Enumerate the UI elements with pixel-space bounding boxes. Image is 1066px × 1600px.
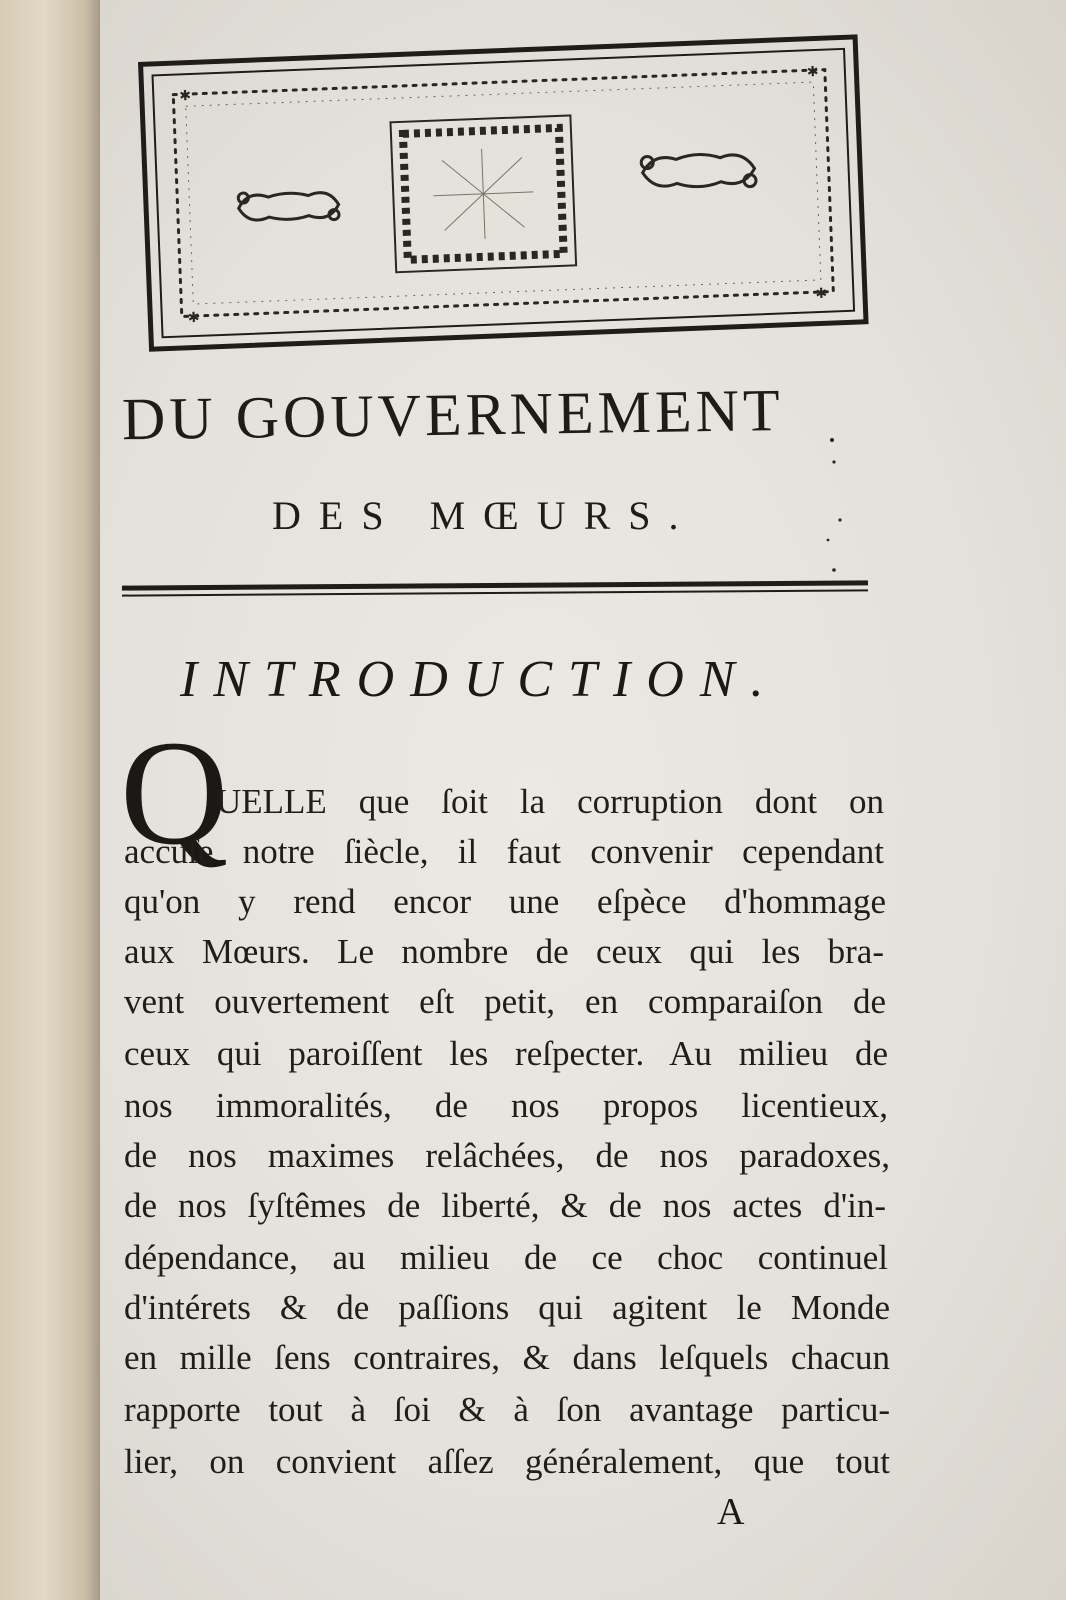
svg-text:✱: ✱ (806, 63, 819, 81)
svg-text:✱: ✱ (187, 309, 200, 327)
text-line: vent ouvertement eſt petit, en comparaiſon de (124, 982, 886, 1021)
drop-cap: Q (120, 710, 229, 876)
title-line-1: DU GOUVERNEMENT (121, 377, 785, 453)
text-line: de nos ſyſtêmes de liberté, & de nos actes d'in- (124, 1186, 886, 1225)
ink-specks (820, 420, 860, 580)
text-line: en mille ſens contraires, & dans leſquels chacun (124, 1338, 890, 1377)
text-line: lier, on convient aſſez généralement, que tout (124, 1442, 890, 1481)
text-line: dépendance, au milieu de ce choc continuel (124, 1238, 888, 1277)
text-line: rapporte tout à ſoi & à ſon avantage particu- (124, 1390, 890, 1429)
text-line: nos immoralités, de nos propos licentieux, (124, 1086, 888, 1125)
text-line: UELLE que ſoit la corruption dont on (216, 782, 884, 821)
text-line: qu'on y rend encor une eſpèce d'hommage (124, 882, 886, 921)
text-line: aux Mœurs. Le nombre de ceux qui les bra- (124, 932, 884, 971)
svg-text:✱: ✱ (179, 87, 192, 105)
text-line: ceux qui paroiſſent les reſpecter. Au milieu de (124, 1034, 888, 1073)
ornamental-headpiece (138, 34, 869, 351)
section-heading: INTRODUCTION. (180, 651, 780, 708)
svg-text:✱: ✱ (815, 285, 828, 303)
text-line: de nos maximes relâchées, de nos paradoxes, (124, 1136, 890, 1175)
text-line: accuſe notre ſiècle, il faut convenir cependant (124, 832, 884, 871)
text-line: d'intérets & de paſſions qui agitent le Monde (124, 1288, 890, 1327)
book-gutter (0, 0, 100, 1600)
title-line-2: DES MŒURS. (272, 493, 697, 538)
signature-mark: A (717, 1491, 745, 1533)
